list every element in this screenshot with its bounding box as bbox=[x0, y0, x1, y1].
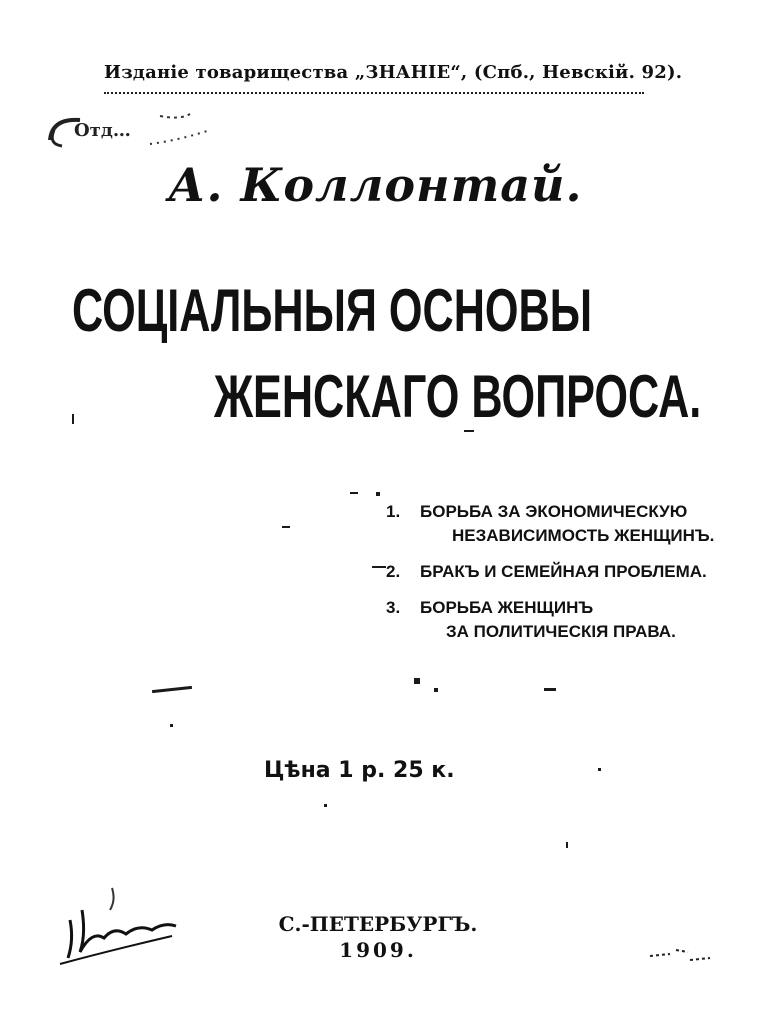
contents-item-number: 2. bbox=[386, 562, 401, 581]
contents-list bbox=[386, 500, 716, 656]
contents-item bbox=[386, 560, 716, 584]
contents-item bbox=[386, 500, 716, 548]
contents-item-number: 3. bbox=[386, 598, 401, 617]
imprint-year: 1909. bbox=[339, 938, 417, 962]
book-title-line-1: СОЦІАЛЬНЫЯ ОСНОВЫ bbox=[72, 277, 593, 344]
stamp-text: Отд… bbox=[74, 120, 131, 141]
corner-mark bbox=[640, 930, 720, 980]
print-speck bbox=[566, 842, 568, 848]
contents-item-text: БОРЬБА ЗА ЭКОНОМИЧЕСКУЮ bbox=[420, 502, 688, 521]
publisher-line: Изданіе товарищества „ЗНАНІЕ“, (Спб., Невскій. 92). bbox=[104, 62, 683, 83]
print-speck bbox=[434, 688, 438, 692]
contents-item-number: 1. bbox=[386, 502, 401, 521]
print-speck bbox=[350, 492, 358, 494]
contents-item-text-continued: ЗА ПОЛИТИЧЕСКІЯ ПРАВА. bbox=[446, 622, 676, 641]
price-line: Цѣна 1 р. 25 к. bbox=[264, 758, 455, 783]
print-speck bbox=[376, 492, 380, 496]
print-speck bbox=[598, 768, 601, 771]
print-speck bbox=[170, 724, 173, 727]
book-title-line-2: ЖЕНСКАГО ВОПРОСА. bbox=[214, 363, 702, 430]
contents-item-text: БОРЬБА ЖЕНЩИНЪ bbox=[420, 598, 594, 617]
print-speck bbox=[414, 678, 420, 684]
print-speck bbox=[282, 526, 290, 528]
print-speck bbox=[544, 688, 556, 691]
print-speck bbox=[324, 804, 327, 807]
contents-item-text: БРАКЪ И СЕМЕЙНАЯ ПРОБЛЕМА. bbox=[420, 562, 707, 581]
print-speck bbox=[72, 414, 74, 424]
print-speck bbox=[464, 430, 474, 432]
contents-item-text-continued: НЕЗАВИСИМОСТЬ ЖЕНЩИНЪ. bbox=[452, 526, 715, 545]
imprint-city: С.-ПЕТЕРБУРГЪ. bbox=[278, 912, 478, 936]
handwritten-signature bbox=[52, 880, 212, 970]
contents-item bbox=[386, 596, 716, 644]
author-name: А. Коллонтай. bbox=[168, 158, 583, 212]
library-stamp bbox=[40, 100, 220, 160]
print-speck bbox=[372, 566, 386, 568]
publisher-divider bbox=[104, 92, 644, 94]
print-speck bbox=[152, 686, 192, 693]
